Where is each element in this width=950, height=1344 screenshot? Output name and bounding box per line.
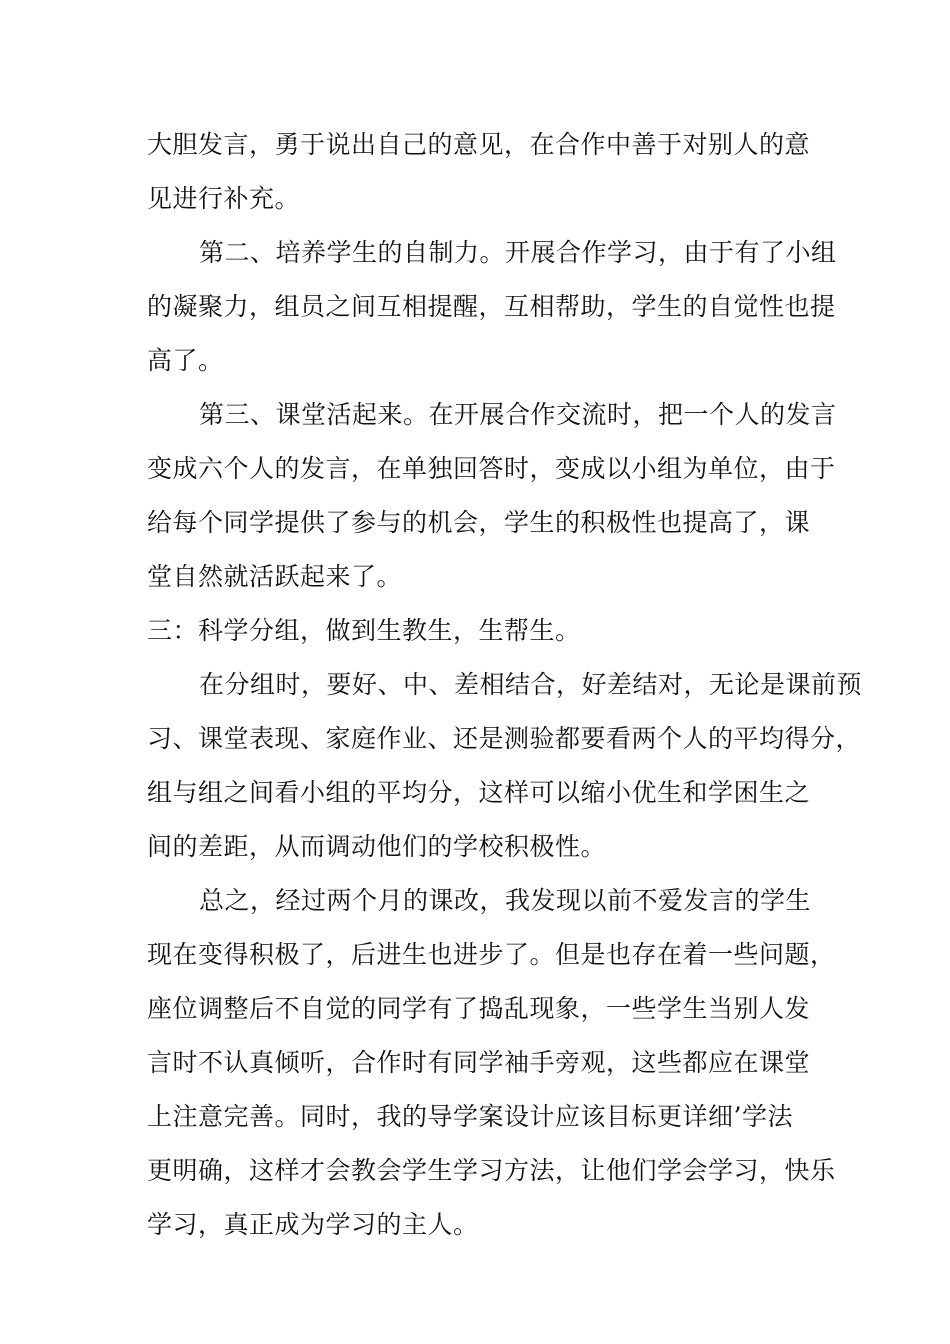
text-line: 学习，真正成为学习的主人。 bbox=[147, 1210, 479, 1239]
text-line: 高了。 bbox=[147, 346, 224, 375]
paragraph-start-line: 总之，经过两个月的课改，我发现以前不爱发言的学生 bbox=[199, 886, 812, 915]
paragraph-start-line: 在分组时，要好、中、差相结合，好差结对，无论是课前预 bbox=[199, 670, 863, 699]
document-body bbox=[147, 118, 863, 1252]
text-line: 堂自然就活跃起来了。 bbox=[147, 562, 403, 591]
paragraph-start-line: 第三、课堂活起来。在开展合作交流时，把一个人的发言 bbox=[199, 400, 837, 429]
text-line: 变成六个人的发言，在单独回答时，变成以小组为单位，由于 bbox=[147, 454, 836, 483]
text-line: 大胆发言，勇于说出自己的意见，在合作中善于对别人的意 bbox=[147, 130, 811, 159]
text-line: 言时不认真倾听，合作时有同学袖手旁观，这些都应在课堂 bbox=[147, 1048, 811, 1077]
section-heading: 三：科学分组，做到生教生，生帮生。 bbox=[147, 616, 581, 645]
text-line: 座位调整后不自觉的同学有了捣乱现象，一些学生当别人发 bbox=[147, 994, 811, 1023]
text-line: 上注意完善。同时，我的导学案设计应该目标更详细’学法 bbox=[147, 1102, 793, 1131]
text-line: 的凝聚力，组员之间互相提醒，互相帮助，学生的自觉性也提 bbox=[147, 292, 836, 321]
text-line: 现在变得积极了，后进生也进步了。但是也存在着一些问题， bbox=[147, 940, 836, 969]
text-line: 组与组之间看小组的平均分，这样可以缩小优生和学困生之 bbox=[147, 778, 811, 807]
paragraph-start-line: 第二、培养学生的自制力。开展合作学习，由于有了小组 bbox=[199, 238, 837, 267]
text-line: 给每个同学提供了参与的机会，学生的积极性也提高了，课 bbox=[147, 508, 811, 537]
text-line: 见进行补充。 bbox=[147, 184, 301, 213]
text-line: 间的差距，从而调动他们的学校积极性。 bbox=[147, 832, 607, 861]
text-line: 更明确，这样才会教会学生学习方法，让他们学会学习，快乐 bbox=[147, 1156, 836, 1185]
text-line: 习、课堂表现、家庭作业、还是测验都要看两个人的平均得分， bbox=[147, 724, 862, 753]
